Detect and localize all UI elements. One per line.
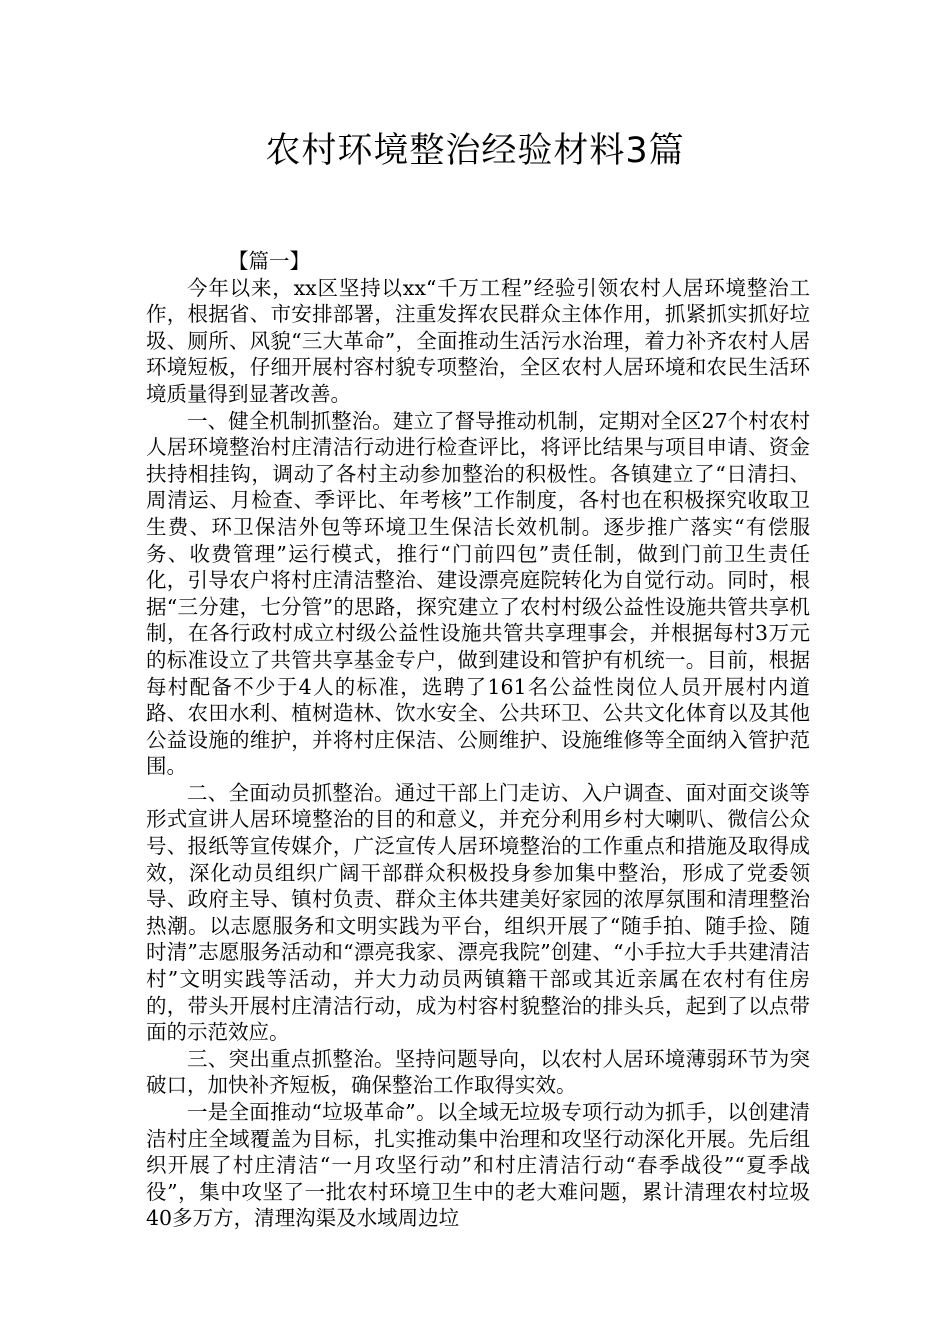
section-label: 【篇一】 [228, 249, 310, 273]
paragraph-mechanism: 一、健全机制抓整治。建立了督导推动机制，定期对全区27个村农村人居环境整治村庄清洁行动进行检查评比，将评比结果与项目申请、资金扶持相挂钩，调动了各村主动参加整治的积极性。各镇建立了“日清扫、周清运、月检查、季评比、年考核”工作制度，各村也在积极探究收取卫生费、环卫保洁外包等环境卫生保洁长效机制。逐步推广落实“有偿服务、收费管理”运行模式，推行“门前四包”责任制，做到门前卫生责任化，引导农户将村庄清洁整治、建设漂亮庭院转化为自觉行动。同时，根据“三分建，七分管”的思路，探究建立了农村村级公益性设施共管共享机制，在各行政村成立村级公益性设施共管共享理事会，并根据每村3万元的标准设立了共管共享基金专户，做到建设和管护有机统一。目前，根据每村配备不少于4人的标准，选聘了161名公益性岗位人员开展村内道路、农田水利、植树造林、饮水安全、公共环卫、公共文化体育以及其他公益设施的维护，并将村庄保洁、公厕维护、设施维修等全面纳入管护范围。 [146, 408, 810, 779]
paragraph-key-points: 三、突出重点抓整治。坚持问题导向，以农村人居环境薄弱环节为突破口，加快补齐短板，确保整治工作取得实效。 [146, 1046, 810, 1098]
paragraph-garbage-revolution: 一是全面推动“垃圾革命”。以全域无垃圾专项行动为抓手，以创建清洁村庄全域覆盖为目标，扎实推动集中治理和攻坚行动深化开展。先后组织开展了村庄清洁“一月攻坚行动”和村庄清洁行动“春季战役”“夏季战役”，集中攻坚了一批农村环境卫生中的老大难问题，累计清理农村垃圾40多万方，清理沟渠及水域周边垃 [146, 1100, 810, 1231]
paragraph-mobilization: 二、全面动员抓整治。通过干部上门走访、入户调查、面对面交谈等形式宣讲人居环境整治的目的和意义，并充分利用乡村大喇叭、微信公众号、报纸等宣传媒介，广泛宣传人居环境整治的工作重点和措施及取得成效，深化动员组织广阔干部群众积极投身参加集中整治，形成了党委领导、政府主导、镇村负责、群众主体共建美好家园的浓厚氛围和清理整治热潮。以志愿服务和文明实践为平台，组织开展了“随手拍、随手捡、随时清”志愿服务活动和“漂亮我家、漂亮我院”创建、“小手拉大手共建清洁村”文明实践等活动，并大力动员两镇籍干部或其近亲属在农村有住房的，带头开展村庄清洁行动，成为村容村貌整治的排头兵，起到了以点带面的示范效应。 [146, 780, 810, 1045]
document-title: 农村环境整治经验材料3篇 [265, 131, 685, 171]
document-body [146, 248, 810, 1232]
paragraph-intro: 今年以来，xx区坚持以xx“千万工程”经验引领农村人居环境整治工作，根据省、市安排部署，注重发挥农民群众主体作用，抓紧抓实抓好垃圾、厕所、风貌“三大革命”，全面推动生活污水治理，着力补齐农村人居环境短板，仔细开展村容村貌专项整治，全区农村人居环境和农民生活环境质量得到显著改善。 [146, 275, 810, 406]
